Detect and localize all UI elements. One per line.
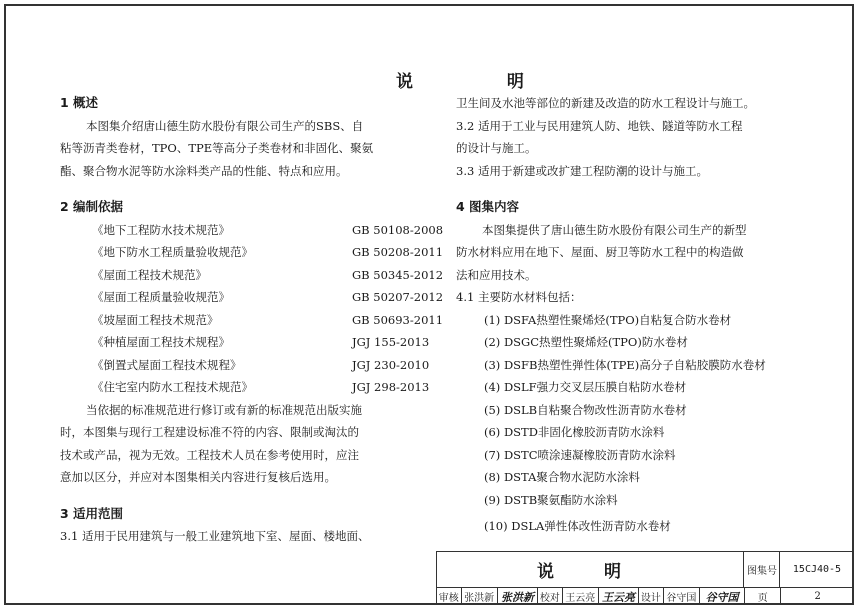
reference-row [60, 264, 452, 287]
material-item: (2) DSGC热塑性聚烯烃(TPO)防水卷材 [484, 335, 688, 349]
reviewer-signature: 张洪新 [498, 588, 538, 605]
paragraph-line: 3.2 适用于工业与民用建筑人防、地铁、隧道等防水工程 [456, 118, 743, 133]
material-item: (9) DSTB聚氨酯防水涂料 [484, 492, 618, 507]
reference-code: JGJ 230-2010 [352, 357, 430, 372]
reference-name: 《屋面工程技术规范》 [92, 267, 207, 282]
paragraph-line: 时，本图集与现行工程建设标准不符的内容、限制或淘汰的 [60, 425, 359, 439]
material-item: (4) DSLF强力交叉层压膜自粘防水卷材 [484, 380, 687, 394]
paragraph-line: 3.3 适用于新建或改扩建工程防潮的设计与施工。 [456, 163, 708, 178]
review-label: 审核 [437, 588, 462, 605]
paragraph-line: 本图集介绍唐山德生防水股份有限公司生产的SBS、自 [86, 118, 364, 133]
reference-code: JGJ 155-2013 [352, 335, 430, 349]
design-label: 设计 [639, 588, 664, 605]
paragraph-line: 防水材料应用在地下、屋面、厨卫等防水工程中的构造做 [456, 245, 744, 259]
paragraph-line: 意加以区分，并应对本图集相关内容进行复核后选用。 [60, 470, 336, 484]
reference-name: 《地下防水工程质量验收规范》 [92, 245, 253, 259]
section-1-title: 1 概述 [60, 95, 99, 110]
paragraph-line: 当依据的标准规范进行修订或有新的标准规范出版实施 [86, 402, 362, 417]
reference-name: 《地下工程防水技术规范》 [92, 222, 230, 237]
material-item: (3) DSFB热塑性弹性体(TPE)高分子自粘胶膜防水卷材 [484, 357, 766, 372]
check-label: 校对 [538, 588, 563, 605]
atlas-number-label: 图集号 [743, 552, 780, 587]
reference-code: GB 50108-2008 [352, 222, 444, 237]
reference-name: 《倒置式屋面工程技术规程》 [92, 357, 242, 372]
paragraph-line: 粘等沥青类卷材，TPO、TPE等高分子类卷材和非固化、聚氨 [60, 141, 374, 155]
paragraph-line: 4.1 主要防水材料包括： [456, 290, 582, 304]
page-title: 说 明 [396, 72, 568, 92]
paragraph-line: 酯、聚合物水泥等防水涂料类产品的性能、特点和应用。 [60, 163, 348, 178]
page-label: 页 [745, 588, 781, 605]
paragraph-line: 技术或产品，视为无效。工程技术人员在参考使用时，应注 [60, 447, 359, 462]
paragraph-line: 法和应用技术。 [456, 267, 537, 282]
material-item: (1) DSFA热塑性聚烯烃(TPO)自粘复合防水卷材 [484, 312, 732, 327]
reference-code: GB 50345-2012 [352, 267, 444, 282]
paragraph-line: 的设计与施工。 [456, 141, 537, 155]
left-column [60, 92, 452, 548]
section-3-title: 3 适用范围 [60, 505, 124, 521]
paragraph-line: 3.1 适用于民用建筑与一般工业建筑地下室、屋面、楼地面、 [60, 529, 370, 543]
page-number: 2 [814, 591, 821, 602]
material-item: (5) DSLB自粘聚合物改性沥青防水卷材 [484, 402, 687, 417]
reviewer-name: 张洪新 [462, 588, 498, 605]
reference-row [60, 354, 452, 377]
designer-signature: 谷守国 [700, 588, 745, 605]
reference-name: 《屋面工程质量验收规范》 [92, 290, 230, 304]
checker-signature: 王云亮 [599, 588, 639, 605]
designer-name: 谷守国 [664, 588, 700, 605]
title-block [436, 551, 854, 605]
reference-row [60, 376, 452, 399]
material-item: (7) DSTC喷涂速凝橡胶沥青防水涂料 [484, 447, 676, 462]
reference-row [60, 219, 452, 242]
right-column [456, 92, 766, 538]
material-item: (10) DSLA弹性体改性沥青防水卷材 [484, 519, 671, 533]
reference-name: 《坡屋面工程技术规范》 [92, 312, 219, 327]
material-item: (8) DSTA聚合物水泥防水涂料 [484, 470, 640, 484]
reference-row [60, 309, 452, 332]
reference-row [60, 286, 452, 309]
checker-name: 王云亮 [563, 588, 599, 605]
atlas-number: 15CJ40-5 [779, 552, 854, 587]
reference-name: 《种植屋面工程技术规程》 [92, 335, 230, 349]
reference-code: GB 50208-2011 [352, 245, 444, 259]
reference-code: GB 50207-2012 [352, 290, 444, 304]
material-item: (6) DSTD非固化橡胶沥青防水涂料 [484, 425, 665, 439]
title-block-name: 说 明 [537, 562, 643, 582]
reference-code: GB 50693-2011 [352, 312, 444, 327]
paragraph-line: 本图集提供了唐山德生防水股份有限公司生产的新型 [482, 222, 747, 237]
section-4-title: 4 图集内容 [456, 199, 520, 214]
reference-row [60, 241, 452, 264]
paragraph-line: 卫生间及水池等部位的新建及改造的防水工程设计与施工。 [456, 96, 755, 110]
reference-row [60, 331, 452, 354]
section-2-title: 2 编制依据 [60, 199, 124, 214]
reference-name: 《住宅室内防水工程技术规范》 [92, 380, 253, 394]
reference-code: JGJ 298-2013 [352, 380, 430, 394]
